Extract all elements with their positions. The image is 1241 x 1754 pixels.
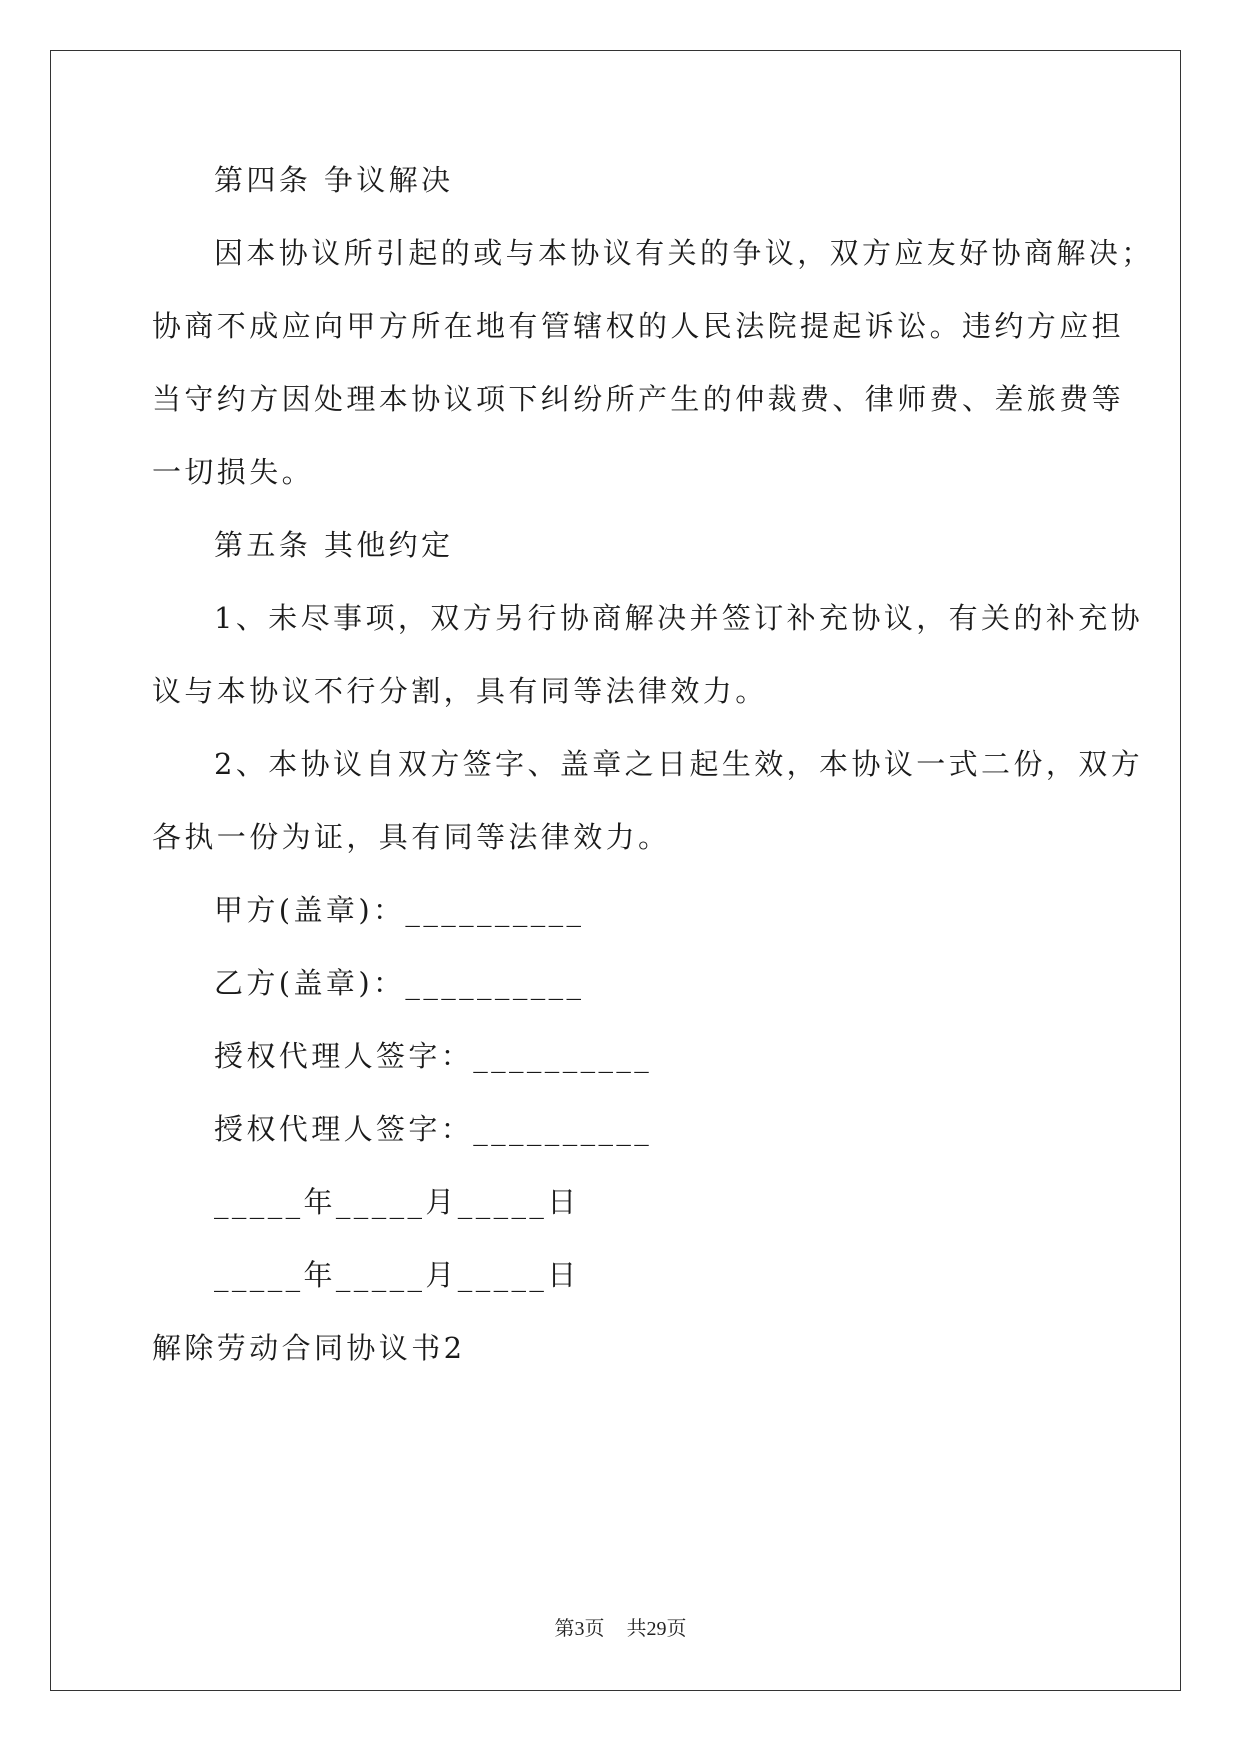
next-document-title: 解除劳动合同协议书2: [152, 1331, 466, 1365]
agent-signature-field-1: 授权代理人签字：__________: [214, 1039, 653, 1073]
clause2-line-1: 2、本协议自双方签字、盖章之日起生效，本协议一式二份，双方: [214, 747, 1144, 781]
agent-signature-field-2: 授权代理人签字：__________: [214, 1112, 653, 1146]
article4-line-2: 协商不成应向甲方所在地有管辖权的人民法院提起诉讼。违约方应担: [152, 309, 1125, 343]
article4-line-4: 一切损失。: [152, 455, 315, 489]
clause1-line-1: 1、未尽事项，双方另行协商解决并签订补充协议，有关的补充协: [214, 601, 1144, 635]
date-field-1: _____年_____月_____日: [214, 1185, 580, 1219]
article5-heading: 第五条 其他约定: [214, 528, 454, 562]
page-footer: [0, 1612, 1241, 1641]
article4-heading: 第四条 争议解决: [214, 163, 454, 197]
clause1-line-2: 议与本协议不行分割，具有同等法律效力。: [152, 674, 768, 708]
date-field-2: _____年_____月_____日: [214, 1258, 580, 1292]
article4-line-1: 因本协议所引起的或与本协议有关的争议，双方应友好协商解决；: [214, 236, 1154, 270]
party-a-seal-field: 甲方(盖章)：__________: [214, 893, 585, 927]
page-number: 第3页: [554, 1618, 605, 1640]
party-b-seal-field: 乙方(盖章)：__________: [214, 966, 585, 1000]
clause2-line-2: 各执一份为证，具有同等法律效力。: [152, 820, 671, 854]
page-total: 共29页: [626, 1618, 687, 1640]
page-border: [50, 50, 1181, 1691]
article4-line-3: 当守约方因处理本协议项下纠纷所产生的仲裁费、律师费、差旅费等: [152, 382, 1125, 416]
